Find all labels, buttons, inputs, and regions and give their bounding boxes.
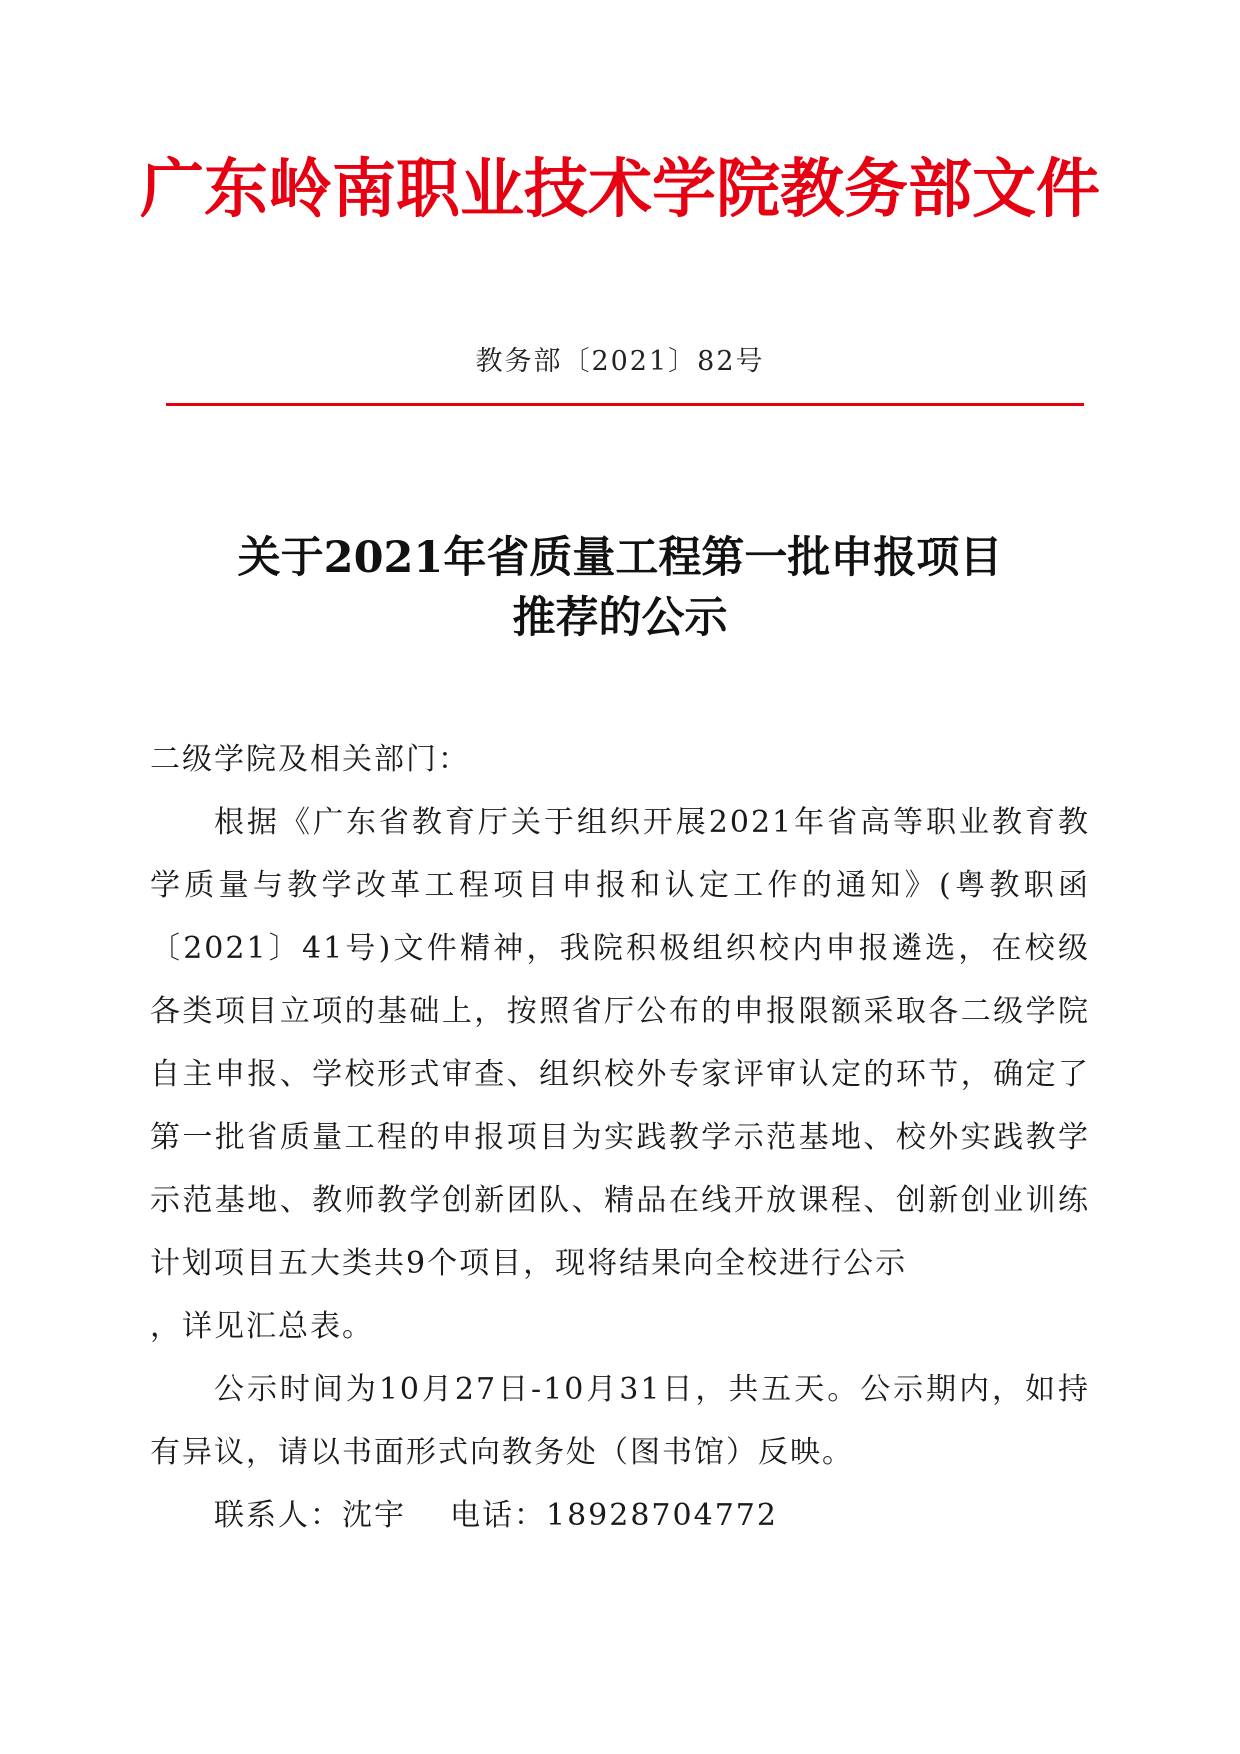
salutation: 二级学院及相关部门：	[150, 742, 470, 777]
notice-body	[150, 728, 1090, 1547]
contact-phone-label: 电话：	[450, 1498, 546, 1533]
letterhead-title: 广东岭南职业技术学院教务部文件	[140, 152, 1100, 227]
document-number: 教务部〔2021〕82号	[475, 346, 765, 377]
contact-person-label: 联系人：	[214, 1498, 342, 1533]
contact-phone: 18928704772	[546, 1498, 778, 1533]
body-paragraph-2: 公示时间为10月27日-10月31日，共五天。公示期内，如持有异议，请以书面形式向教务处（图书馆）反映。	[150, 1372, 1090, 1470]
red-divider-line	[166, 403, 1084, 406]
notice-title-line-1: 关于2021年省质量工程第一批申报项目	[237, 533, 1003, 583]
contact-line	[150, 1484, 1090, 1547]
contact-person: 沈宇	[342, 1498, 406, 1533]
notice-title	[0, 528, 1240, 648]
notice-title-line-2: 推荐的公示	[512, 593, 728, 643]
body-paragraph-1: 根据《广东省教育厅关于组织开展2021年省高等职业教育教学质量与教学改革工程项目申报和认定工作的通知》(粤教职函〔2021〕41号)文件精神，我院积极组织校内申报遴选，在校级各类项目立项的基础上，按照省厅公布的申报限额采取各二级学院自主申报、学校形式审查、组织校外专家评审认定的环节，确定了第一批省质量工程的申报项目为实践教学示范基地、校外实践教学示范基地、教师教学创新团队、精品在线开放课程、创新创业训练计划项目五大类共9个项目，现将结果向全校进行公示	[150, 805, 1090, 1281]
body-paragraph-1-tail: ，详见汇总表。	[150, 1309, 374, 1344]
